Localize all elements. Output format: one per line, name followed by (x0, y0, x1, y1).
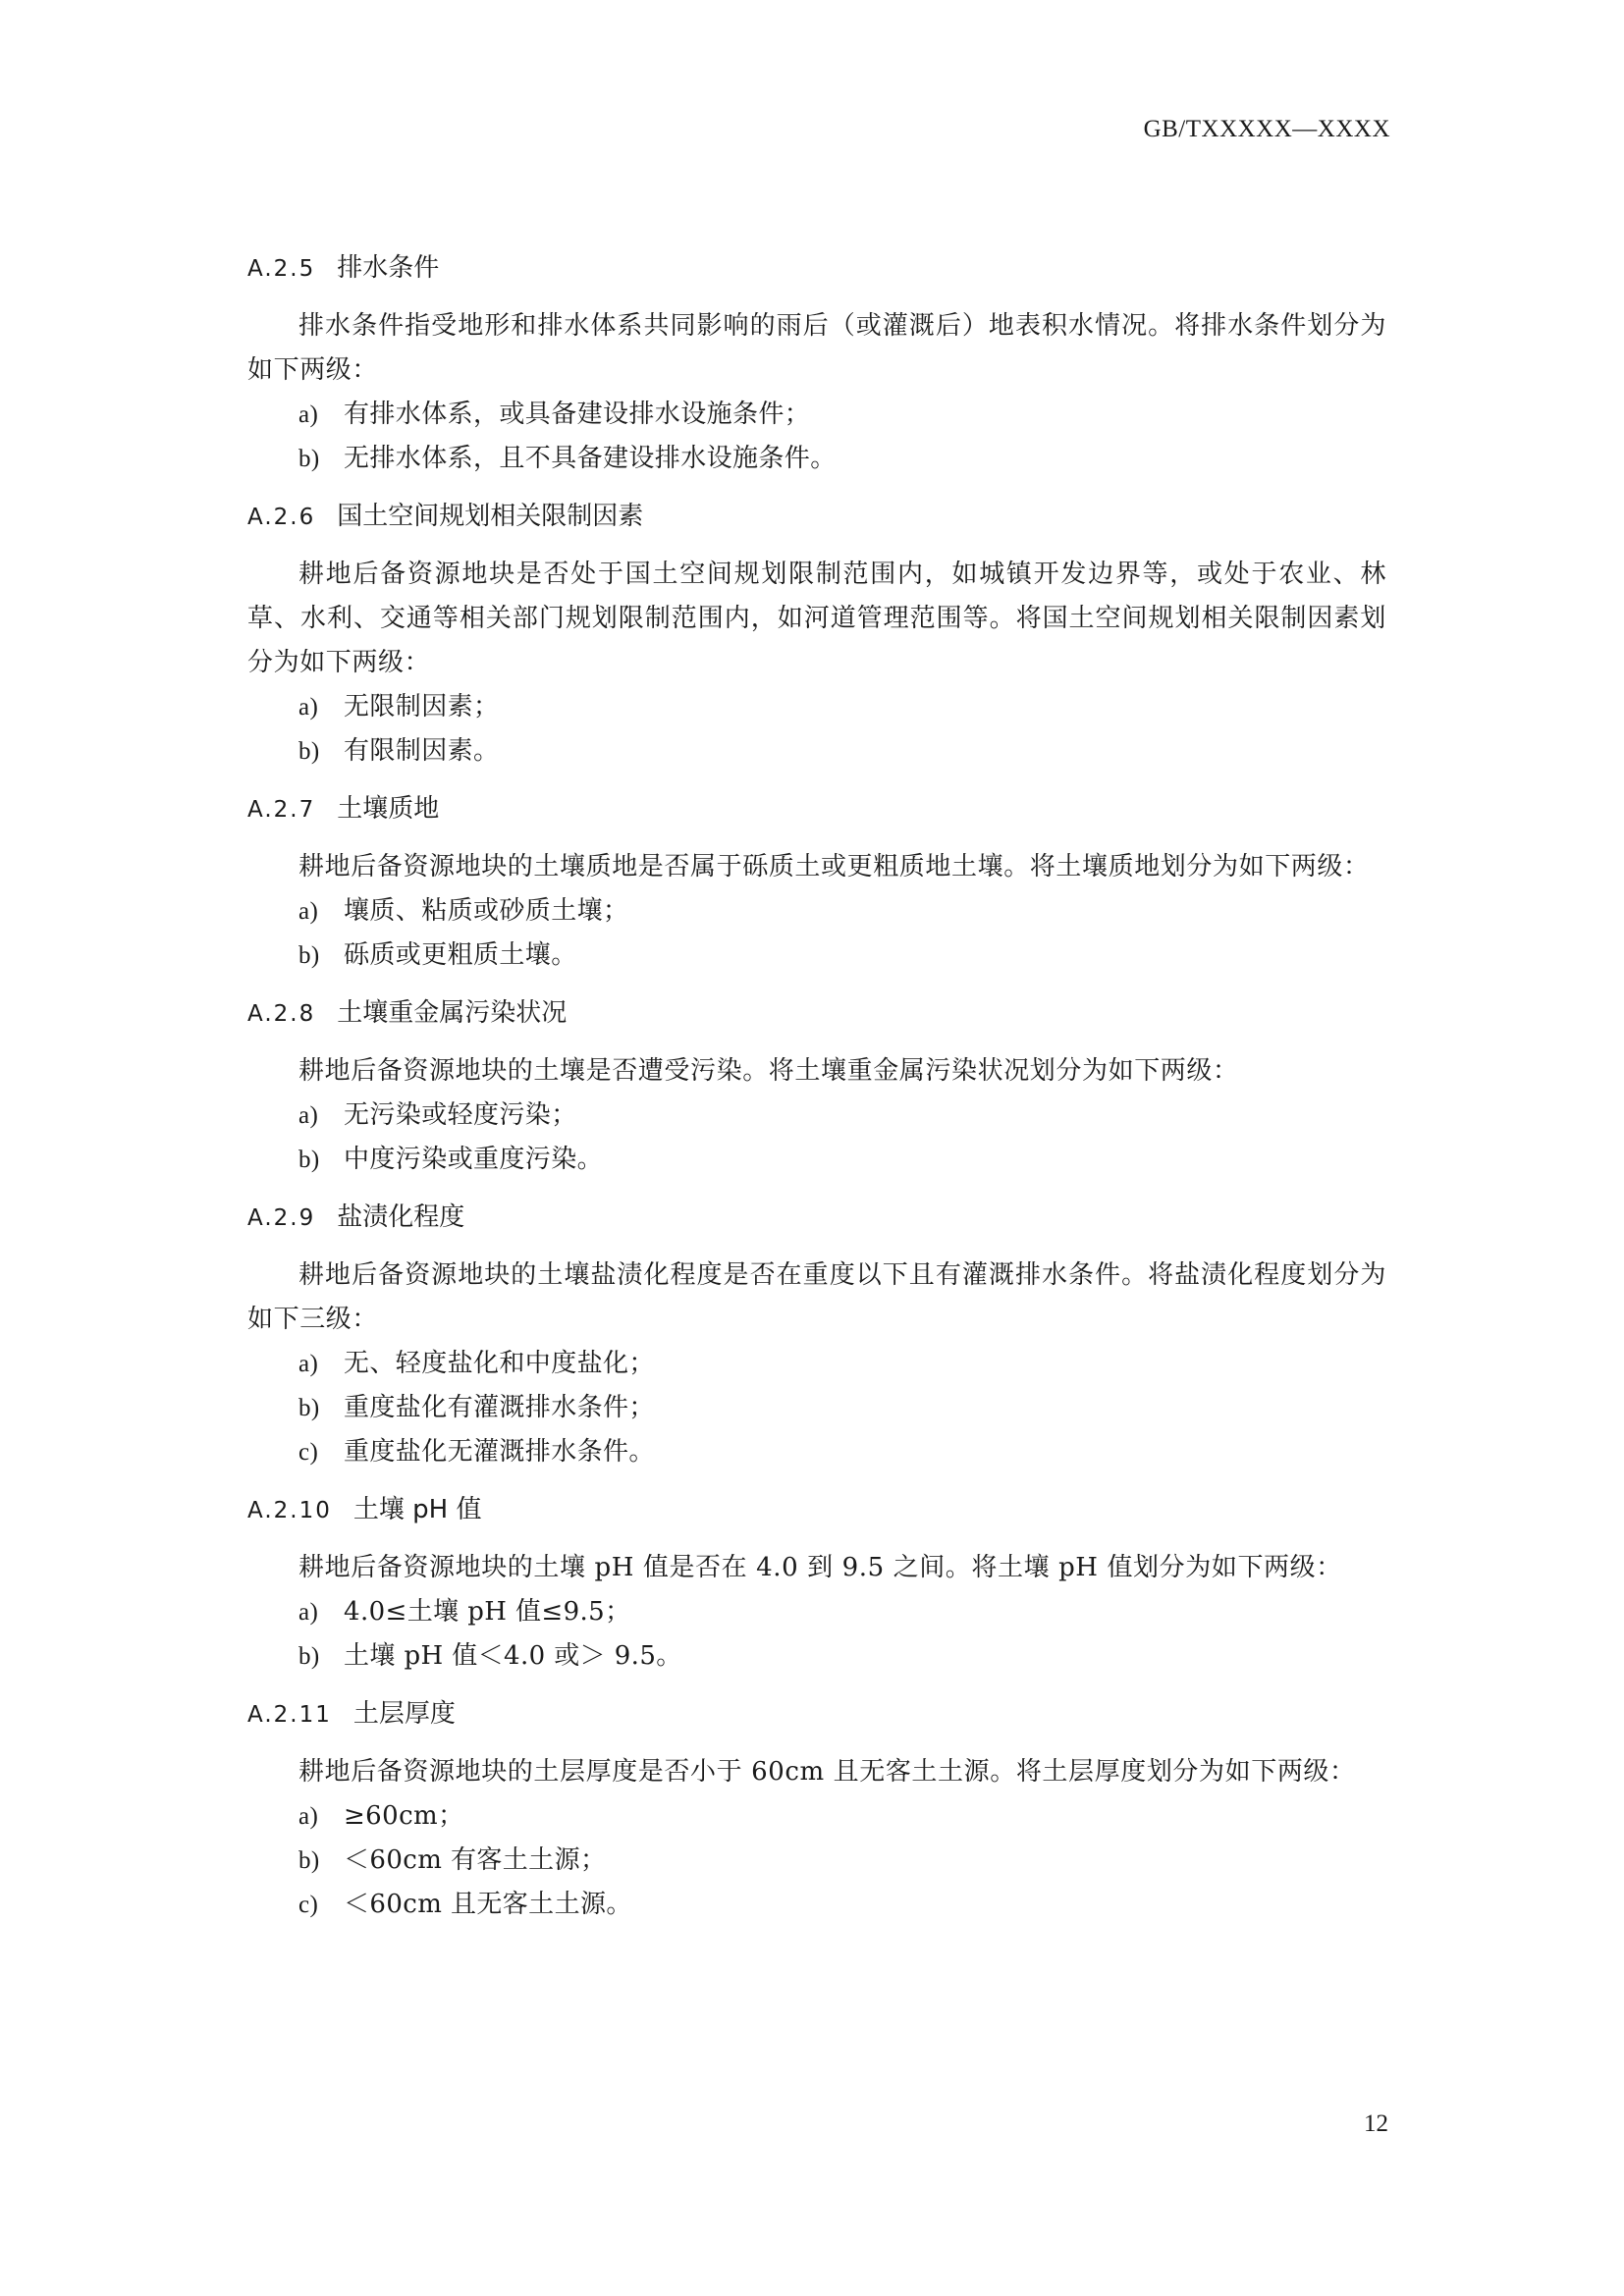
section-heading (247, 998, 1386, 1028)
list-marker: b) (298, 942, 320, 969)
section-number: A.2.9 (247, 1205, 316, 1231)
section-heading (247, 253, 1386, 283)
list-text: 重度盐化有灌溉排水条件； (344, 1393, 655, 1422)
list-marker: a) (298, 1599, 319, 1626)
section-title: 土壤质地 (337, 794, 440, 824)
list-marker: b) (298, 1643, 320, 1670)
grade-list (247, 393, 1386, 481)
section-paragraph: 耕地后备资源地块的土壤 pH 值是否在 4.0 到 9.5 之间。将土壤 pH 值划分为如下两级： (298, 1553, 1342, 1582)
list-text: 土壤 pH 值＜4.0 或＞ 9.5。 (344, 1641, 682, 1671)
list-marker: b) (298, 1395, 320, 1421)
grade-list (247, 1794, 1386, 1927)
section-spatial-planning (247, 502, 1386, 774)
list-item (247, 685, 1386, 729)
section-number: A.2.11 (247, 1702, 332, 1728)
document-body (247, 253, 1386, 1927)
section-heading (247, 1495, 1386, 1524)
section-number: A.2.7 (247, 797, 316, 823)
list-text: ＜60cm 且无客土土源。 (344, 1890, 632, 1919)
list-marker: b) (298, 1147, 320, 1173)
list-marker: b) (298, 446, 320, 472)
list-marker: b) (298, 1847, 320, 1874)
grade-list (247, 1590, 1386, 1679)
list-text: 无限制因素； (344, 692, 500, 721)
section-soil-ph (247, 1495, 1386, 1679)
list-text: 砾质或更粗质土壤。 (344, 940, 577, 970)
list-text: 重度盐化无灌溉排水条件。 (344, 1437, 655, 1467)
list-item (247, 1430, 1386, 1474)
list-item (247, 1094, 1386, 1138)
list-marker: b) (298, 738, 320, 765)
section-heading (247, 794, 1386, 824)
list-text: ≥60cm； (344, 1801, 464, 1831)
grade-list (247, 685, 1386, 774)
section-paragraph: 耕地后备资源地块的土层厚度是否小于 60cm 且无客土土源。将土层厚度划分为如下两级： (298, 1757, 1356, 1787)
list-marker: a) (298, 401, 319, 428)
section-paragraph: 耕地后备资源地块的土壤质地是否属于砾质土或更粗质地土壤。将土壤质地划分为如下两级： (298, 852, 1370, 881)
list-item (247, 889, 1386, 934)
list-text: 无、轻度盐化和中度盐化； (344, 1349, 655, 1378)
section-title: 土壤重金属污染状况 (337, 998, 568, 1028)
list-item (247, 1634, 1386, 1679)
section-soil-thickness (247, 1699, 1386, 1927)
list-text: 有限制因素。 (344, 736, 500, 766)
list-marker: c) (298, 1439, 319, 1466)
list-item (247, 1883, 1386, 1927)
section-heading (247, 1202, 1386, 1232)
section-heading (247, 502, 1386, 531)
list-marker: a) (298, 1351, 319, 1377)
grade-list (247, 1342, 1386, 1474)
list-marker: a) (298, 898, 319, 925)
list-marker: c) (298, 1892, 319, 1918)
list-item (247, 393, 1386, 437)
section-number: A.2.5 (247, 256, 316, 282)
section-title: 土壤 pH 值 (352, 1495, 482, 1524)
list-item (247, 729, 1386, 774)
list-item (247, 1342, 1386, 1386)
list-text: 无排水体系，且不具备建设排水设施条件。 (344, 444, 837, 473)
list-text: 中度污染或重度污染。 (344, 1145, 604, 1174)
section-number: A.2.6 (247, 505, 316, 530)
grade-list (247, 889, 1386, 978)
section-soil-texture (247, 794, 1386, 978)
section-title: 排水条件 (337, 253, 440, 283)
section-title: 盐渍化程度 (337, 1202, 465, 1232)
list-marker: a) (298, 1803, 319, 1830)
list-text: 壤质、粘质或砂质土壤； (344, 896, 629, 926)
section-paragraph: 耕地后备资源地块的土壤是否遭受污染。将土壤重金属污染状况划分为如下两级： (298, 1056, 1239, 1086)
list-item (247, 1590, 1386, 1634)
list-item (247, 437, 1386, 481)
list-marker: a) (298, 1102, 319, 1129)
section-salinization (247, 1202, 1386, 1474)
page-number: 12 (1364, 2110, 1388, 2137)
section-title: 国土空间规划相关限制因素 (337, 502, 644, 531)
list-item (247, 1386, 1386, 1430)
list-text: ＜60cm 有客土土源； (344, 1845, 607, 1875)
document-code: GB/TXXXXX—XXXX (1143, 116, 1390, 142)
list-text: 有排水体系，或具备建设排水设施条件； (344, 400, 811, 429)
section-paragraph: 耕地后备资源地块是否处于国土空间规划限制范围内，如城镇开发边界等，或处于农业、林草、水利、交通等相关部门规划限制范围内，如河道管理范围等。将国土空间规划相关限制因素划分为如下两级： (247, 560, 1386, 677)
section-number: A.2.10 (247, 1498, 332, 1523)
section-heading (247, 1699, 1386, 1729)
section-paragraph: 耕地后备资源地块的土壤盐渍化程度是否在重度以下且有灌溉排水条件。将盐渍化程度划分为如下三级： (247, 1260, 1386, 1334)
list-item (247, 1839, 1386, 1883)
section-number: A.2.8 (247, 1001, 316, 1027)
grade-list (247, 1094, 1386, 1182)
section-paragraph: 排水条件指受地形和排水体系共同影响的雨后（或灌溉后）地表积水情况。将排水条件划分为如下两级： (247, 311, 1386, 385)
list-marker: a) (298, 694, 319, 721)
section-title: 土层厚度 (352, 1699, 456, 1729)
list-text: 4.0≤土壤 pH 值≤9.5； (344, 1597, 631, 1627)
list-item (247, 934, 1386, 978)
list-item (247, 1794, 1386, 1839)
list-text: 无污染或轻度污染； (344, 1100, 577, 1130)
section-drainage (247, 253, 1386, 481)
list-item (247, 1138, 1386, 1182)
section-heavy-metal-pollution (247, 998, 1386, 1182)
